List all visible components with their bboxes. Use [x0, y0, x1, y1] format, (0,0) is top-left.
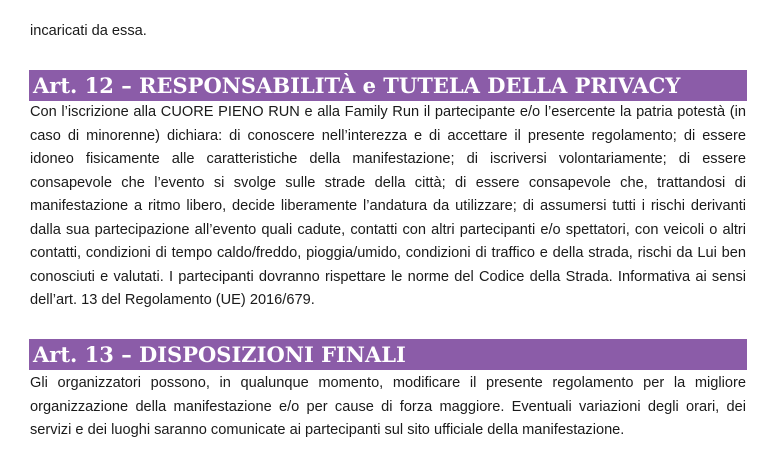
- section-body-art-13: Gli organizzatori possono, in qualunque momento, modificare il presente regolamento per la migliore organizzazione della manifestazione e/o per cause di forza maggiore. Eventuali variazioni degli orari, dei servizi e dei luoghi saranno comunicate ai partecipanti sul sito ufficiale della manifestazione.: [30, 375, 746, 438]
- section-heading-art-12: Art. 12 – RESPONSABILITÀ e TUTELA DELLA PRIVACY: [29, 70, 747, 101]
- section-heading-art-13: Art. 13 – DISPOSIZIONI FINALI: [29, 339, 747, 370]
- intro-text: incaricati da essa.: [30, 23, 147, 39]
- section-body-art-12: Con l’iscrizione alla CUORE PIENO RUN e alla Family Run il partecipante e/o l’esercente la patria potestà (in caso di minorenne) dichiara: di conoscere nell’interezza e di accettare il presente regolamento; di essere idoneo fisicamente alle caratteristiche della manifestazione; di iscriversi volontariamente; di essere consapevole che l’evento si svolge sulle strade della città; di essere consapevole che, trattandosi di manifestazione a ritmo libero, decide liberamente l’andatura da utilizzare; di assumersi tutti i rischi derivanti dalla sua partecipazione all’evento quali cadute, contatti con altri partecipanti e/o spettatori, con veicoli o altri contatti, condizioni di tempo caldo/freddo, pioggia/umido, condizioni di traffico e della strada, rischi da Lui ben conosciuti e valutati. I partecipanti dovranno rispettare le norme del Codice della Strada. Informativa ai sensi dell’art. 13 del Regolamento (UE) 2016/679.: [30, 104, 746, 308]
